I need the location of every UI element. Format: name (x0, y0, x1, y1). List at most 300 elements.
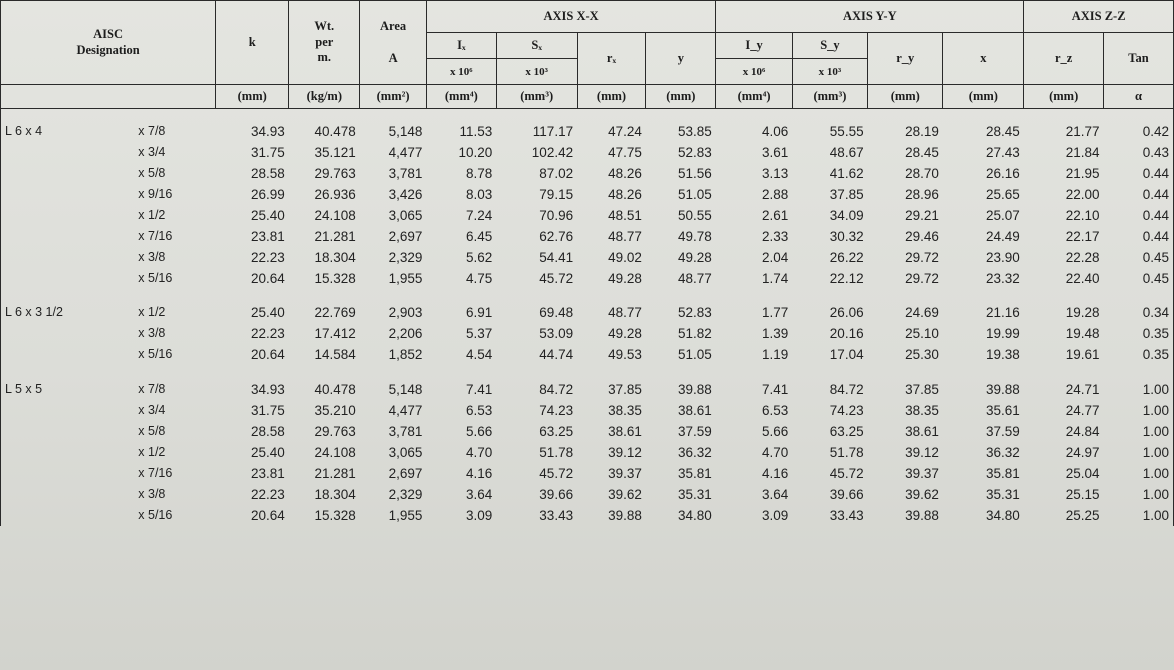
table-cell: 1.00 (1104, 442, 1174, 463)
table-cell: 44.74 (539, 347, 574, 363)
table-cell: 7.24 (466, 207, 493, 223)
table-row (1, 163, 1174, 184)
thickness-fraction: x 7/16 (138, 465, 173, 480)
table-cell: 5,148 (388, 381, 423, 397)
table-cell: 36.32 (986, 444, 1020, 460)
shape-designation: L 6 x 3 1/2 (1, 302, 129, 323)
table-cell: 22.23 (251, 250, 285, 266)
unit-cell: (mm⁴) (426, 85, 496, 109)
table-cell: 2.04 (761, 250, 789, 266)
table-cell: 6.91 (466, 305, 493, 321)
table-cell: 2.33 (761, 228, 789, 244)
table-cell: 28.58 (251, 423, 285, 439)
table-cell: 3.09 (466, 508, 493, 524)
table-cell: 4.54 (466, 347, 493, 363)
table-cell: 1.00 (1104, 421, 1174, 442)
table-cell: 21.84 (1065, 144, 1100, 160)
table-cell: 1,955 (388, 508, 423, 524)
table-cell: 0.34 (1104, 302, 1174, 323)
table-cell: 19.38 (986, 347, 1020, 363)
table-cell: 37.59 (986, 423, 1020, 439)
axis-xx-header: AXIS X-X (426, 1, 715, 33)
ry-header: r_y (868, 33, 943, 85)
table-cell: 38.35 (608, 402, 642, 418)
table-cell: 1.19 (761, 347, 789, 363)
table-cell: 2.61 (761, 207, 789, 223)
table-cell: 22.769 (314, 305, 356, 321)
table-cell: 29.21 (905, 207, 939, 223)
table-cell: 34.80 (986, 508, 1020, 524)
shape-designation (1, 421, 129, 442)
table-cell: 39.88 (608, 508, 642, 524)
table-cell: 1.00 (1104, 505, 1174, 526)
sx-header: Sₓ (496, 33, 577, 59)
table-cell: 17.04 (829, 347, 864, 363)
thickness-fraction: x 5/8 (138, 165, 166, 180)
table-cell: 2.88 (761, 186, 789, 202)
shape-designation (1, 463, 129, 484)
table-cell: 87.02 (539, 165, 574, 181)
table-cell: 49.02 (608, 250, 642, 266)
table-cell: 24.49 (986, 228, 1020, 244)
table-cell: 34.80 (678, 508, 712, 524)
unit-cell: (mm²) (360, 85, 427, 109)
table-cell: 4.06 (761, 123, 789, 139)
table-cell: 21.281 (314, 228, 356, 244)
table-cell: 4.75 (466, 271, 493, 287)
table-cell: 1.39 (761, 326, 789, 342)
sx-scale: x 10³ (496, 59, 577, 85)
thickness-fraction: x 7/8 (138, 381, 166, 396)
table-cell: 20.64 (251, 347, 285, 363)
table-cell: 22.10 (1065, 207, 1100, 223)
table-cell: 53.85 (678, 123, 712, 139)
table-cell: 54.41 (539, 250, 574, 266)
table-cell: 3,781 (388, 423, 423, 439)
table-cell: 28.45 (986, 123, 1020, 139)
table-row (1, 205, 1174, 226)
table-cell: 28.96 (905, 186, 939, 202)
table-cell: 45.72 (539, 465, 574, 481)
table-row (1, 400, 1174, 421)
table-cell: 14.584 (314, 347, 356, 363)
table-cell: 24.77 (1065, 402, 1100, 418)
table-cell: 1.00 (1104, 379, 1174, 400)
table-cell: 22.17 (1065, 228, 1100, 244)
table-row (1, 121, 1174, 142)
thickness-fraction: x 5/16 (138, 508, 173, 523)
table-cell: 62.76 (539, 228, 574, 244)
weight-header: Wt. per m. (289, 1, 360, 85)
table-cell: 5.62 (466, 250, 493, 266)
table-cell: 2,206 (388, 326, 423, 342)
table-cell: 4.70 (466, 444, 493, 460)
table-cell: 25.15 (1065, 487, 1100, 502)
table-cell: 27.43 (986, 144, 1020, 160)
table-cell: 0.42 (1104, 121, 1174, 142)
shape-designation (1, 226, 129, 247)
table-cell: 1,852 (388, 347, 423, 363)
unit-cell: (mm) (646, 85, 716, 109)
table-cell: 37.85 (608, 381, 642, 397)
table-cell: 39.37 (608, 465, 642, 481)
table-cell: 23.81 (251, 465, 285, 481)
table-cell: 45.72 (829, 465, 864, 481)
table-cell: 49.28 (608, 326, 642, 342)
table-cell: 7.41 (761, 381, 789, 397)
table-cell: 38.61 (608, 423, 642, 439)
table-cell: 35.81 (678, 465, 712, 481)
table-cell: 24.84 (1065, 423, 1100, 439)
table-cell: 39.12 (608, 444, 642, 460)
table-cell: 39.62 (905, 487, 939, 502)
table-row (1, 302, 1174, 323)
table-cell: 5.37 (466, 326, 493, 342)
table-cell: 25.65 (986, 186, 1020, 202)
shape-designation (1, 184, 129, 205)
table-cell: 21.281 (314, 465, 356, 481)
table-cell: 49.78 (678, 228, 712, 244)
table-cell: 39.12 (905, 444, 939, 460)
shape-designation (1, 247, 129, 268)
shape-designation (1, 442, 129, 463)
table-cell: 51.78 (829, 444, 864, 460)
table-cell: 34.93 (251, 123, 285, 139)
table-cell: 1.74 (761, 271, 789, 287)
table-row (1, 226, 1174, 247)
table-cell: 10.20 (458, 144, 493, 160)
table-row (1, 484, 1174, 505)
table-cell: 48.26 (608, 186, 642, 202)
table-row (1, 463, 1174, 484)
table-cell: 34.93 (251, 381, 285, 397)
table-row (1, 268, 1174, 289)
table-cell: 37.59 (678, 423, 712, 439)
table-cell: 3.09 (761, 508, 789, 524)
table-cell: 74.23 (539, 402, 574, 418)
table-cell: 74.23 (829, 402, 864, 418)
table-cell: 48.77 (678, 271, 712, 287)
table-cell: 19.99 (986, 326, 1020, 342)
table-cell: 29.763 (314, 165, 356, 181)
table-cell: 3.61 (761, 144, 789, 160)
table-cell: 51.82 (678, 326, 712, 342)
table-cell: 39.66 (829, 487, 864, 502)
shape-designation (1, 268, 129, 289)
table-cell: 2,697 (388, 228, 423, 244)
thickness-fraction: x 5/16 (138, 271, 173, 286)
table-cell: 22.28 (1065, 250, 1100, 266)
thickness-fraction: x 1/2 (138, 305, 166, 320)
table-cell: 1.00 (1104, 400, 1174, 421)
table-cell: 24.97 (1065, 444, 1100, 460)
table-cell: 29.763 (314, 423, 356, 439)
table-cell: 0.43 (1104, 142, 1174, 163)
table-cell: 63.25 (829, 423, 864, 439)
table-cell: 52.83 (678, 144, 712, 160)
table-cell: 24.108 (314, 207, 356, 223)
table-cell: 31.75 (251, 144, 285, 160)
table-cell: 35.31 (678, 487, 712, 502)
table-cell: 4,477 (388, 402, 423, 418)
table-cell: 39.66 (539, 487, 574, 502)
table-cell: 31.75 (251, 402, 285, 418)
shape-designation: L 6 x 4 (1, 121, 129, 142)
table-cell: 3.64 (761, 487, 789, 502)
table-cell: 28.58 (251, 165, 285, 181)
table-cell: 6.53 (466, 402, 493, 418)
table-row (1, 184, 1174, 205)
thickness-fraction: x 5/16 (138, 347, 173, 362)
axis-yy-header: AXIS Y-Y (716, 1, 1024, 33)
table-cell: 39.88 (986, 381, 1020, 397)
table-cell: 84.72 (539, 381, 574, 397)
table-cell: 0.44 (1104, 226, 1174, 247)
thickness-fraction: x 3/4 (138, 144, 166, 159)
table-cell: 117.17 (532, 123, 574, 139)
table-cell: 4,477 (388, 144, 423, 160)
table-cell: 3,426 (388, 186, 423, 202)
table-cell: 29.72 (905, 271, 939, 287)
shape-designation (1, 205, 129, 226)
aisc-designation-header: AISC Designation (1, 1, 216, 85)
table-cell: 39.62 (608, 487, 642, 502)
table-cell: 55.55 (829, 123, 864, 139)
rx-header: rₓ (577, 33, 646, 85)
table-cell: 38.61 (678, 402, 712, 418)
table-cell: 26.99 (251, 186, 285, 202)
table-cell: 37.85 (829, 186, 864, 202)
table-row (1, 142, 1174, 163)
table-cell: 3.64 (466, 487, 493, 502)
table-cell: 51.05 (678, 347, 712, 363)
x-header: x (943, 33, 1024, 85)
table-cell: 47.75 (608, 144, 642, 160)
table-cell: 39.88 (678, 381, 712, 397)
table-cell: 24.69 (905, 305, 939, 321)
table-cell: 3,065 (388, 207, 423, 223)
table-cell: 69.48 (539, 305, 574, 321)
units-blank (1, 85, 216, 109)
shape-designation (1, 400, 129, 421)
table-row (1, 344, 1174, 365)
unit-cell: (mm) (868, 85, 943, 109)
table-cell: 33.43 (539, 508, 574, 524)
unit-cell: (mm) (1024, 85, 1104, 109)
table-cell: 39.37 (905, 465, 939, 481)
thickness-fraction: x 3/4 (138, 402, 166, 417)
table-cell: 6.53 (761, 402, 789, 418)
table-cell: 1,955 (388, 271, 423, 287)
table-cell: 19.48 (1065, 326, 1100, 342)
table-cell: 25.40 (251, 305, 285, 321)
table-row (1, 505, 1174, 526)
table-cell: 25.40 (251, 207, 285, 223)
table-cell: 35.210 (314, 402, 356, 418)
table-cell: 0.35 (1104, 344, 1174, 365)
table-cell: 63.25 (539, 423, 574, 439)
unit-cell: (mm³) (792, 85, 867, 109)
table-cell: 47.24 (608, 123, 642, 139)
thickness-fraction: x 1/2 (138, 444, 166, 459)
table-cell: 26.06 (829, 305, 864, 321)
table-cell: 40.478 (314, 123, 356, 139)
table-cell: 33.43 (829, 508, 864, 524)
table-cell: 8.03 (466, 186, 493, 202)
table-cell: 3,781 (388, 165, 423, 181)
table-cell: 0.35 (1104, 323, 1174, 344)
table-body (1, 121, 1174, 527)
table-cell: 25.04 (1065, 465, 1100, 481)
table-cell: 15.328 (314, 508, 356, 524)
area-header: Area A (360, 1, 427, 85)
table-cell: 22.23 (251, 326, 285, 342)
shape-designation (1, 344, 129, 365)
table-cell: 45.72 (539, 271, 574, 287)
table-cell: 38.61 (905, 423, 939, 439)
k-header: k (216, 1, 289, 85)
table-cell: 40.478 (314, 381, 356, 397)
thickness-fraction: x 1/2 (138, 207, 166, 222)
table-cell: 0.44 (1104, 184, 1174, 205)
sy-header: S_y (792, 33, 867, 59)
table-cell: 0.45 (1104, 268, 1174, 289)
table-cell: 20.64 (251, 271, 285, 287)
table-cell: 39.88 (905, 508, 939, 524)
table-cell: 52.83 (678, 305, 712, 321)
table-cell: 38.35 (905, 402, 939, 418)
table-cell: 21.77 (1065, 123, 1100, 139)
table-cell: 48.26 (608, 165, 642, 181)
group-spacer (1, 366, 1174, 379)
thickness-fraction: x 7/8 (138, 123, 166, 138)
table-cell: 20.64 (251, 508, 285, 524)
table-cell: 3,065 (388, 444, 423, 460)
table-row (1, 379, 1174, 400)
rz-header: r_z (1024, 33, 1104, 85)
table-cell: 23.32 (986, 271, 1020, 287)
table-cell: 4.70 (761, 444, 789, 460)
table-cell: 11.53 (459, 123, 493, 139)
table-cell: 0.44 (1104, 163, 1174, 184)
table-cell: 28.70 (905, 165, 939, 181)
table-cell: 8.78 (466, 165, 493, 181)
table-cell: 19.28 (1065, 305, 1100, 321)
table-cell: 21.16 (986, 305, 1020, 321)
iy-header: I_y (716, 33, 792, 59)
table-cell: 23.81 (251, 228, 285, 244)
table-cell: 49.28 (678, 250, 712, 266)
table-cell: 26.16 (986, 165, 1020, 181)
table-cell: 5.66 (466, 423, 493, 439)
shape-designation (1, 505, 129, 526)
table-cell: 28.45 (905, 144, 939, 160)
table-cell: 49.53 (608, 347, 642, 363)
table-cell: 35.61 (986, 402, 1020, 418)
table-cell: 51.05 (678, 186, 712, 202)
unit-cell: α (1104, 85, 1174, 109)
table-cell: 51.56 (678, 165, 712, 181)
table-cell: 84.72 (829, 381, 864, 397)
table-cell: 36.32 (678, 444, 712, 460)
unit-cell: (mm⁴) (716, 85, 792, 109)
table-cell: 102.42 (531, 144, 574, 160)
table-cell: 19.61 (1065, 347, 1100, 363)
table-cell: 22.12 (829, 271, 864, 287)
shape-designation (1, 142, 129, 163)
unit-cell: (kg/m) (289, 85, 360, 109)
table-cell: 2,329 (388, 487, 423, 502)
sy-scale: x 10³ (792, 59, 867, 85)
shape-designation (1, 484, 129, 505)
table-cell: 1.00 (1104, 463, 1174, 484)
table-cell: 24.108 (314, 444, 356, 460)
thickness-fraction: x 9/16 (138, 186, 173, 201)
table-cell: 4.16 (466, 465, 493, 481)
table-cell: 79.15 (539, 186, 574, 202)
thickness-fraction: x 3/8 (138, 326, 166, 341)
table-cell: 23.90 (986, 250, 1020, 266)
table-cell: 48.51 (608, 207, 642, 223)
table-cell: 49.28 (608, 271, 642, 287)
table-row (1, 323, 1174, 344)
table-cell: 5.66 (761, 423, 789, 439)
table-cell: 48.77 (608, 305, 642, 321)
table-cell: 1.00 (1104, 484, 1174, 505)
table-cell: 35.31 (986, 487, 1020, 502)
ix-scale: x 10⁶ (426, 59, 496, 85)
units-row (1, 85, 1174, 109)
y-header: y (646, 33, 716, 85)
table-cell: 22.40 (1065, 271, 1100, 287)
table-cell: 35.81 (986, 465, 1020, 481)
table-cell: 41.62 (829, 165, 864, 181)
table-cell: 18.304 (314, 250, 356, 266)
thickness-fraction: x 7/16 (138, 228, 173, 243)
group-spacer (1, 289, 1174, 302)
table-cell: 20.16 (829, 326, 864, 342)
tan-header: Tan (1104, 33, 1174, 85)
axis-zz-header: AXIS Z-Z (1024, 1, 1174, 33)
table-cell: 3.13 (761, 165, 789, 181)
table-cell: 25.07 (986, 207, 1020, 223)
table-cell: 25.40 (251, 444, 285, 460)
ix-header: Iₓ (426, 33, 496, 59)
table-cell: 0.44 (1104, 205, 1174, 226)
unit-cell: (mm) (577, 85, 646, 109)
table-row (1, 442, 1174, 463)
table-cell: 25.10 (905, 326, 939, 342)
thickness-fraction: x 3/8 (138, 250, 166, 265)
table-cell: 37.85 (905, 381, 939, 397)
table-cell: 7.41 (466, 381, 493, 397)
table-cell: 48.77 (608, 228, 642, 244)
shape-designation (1, 163, 129, 184)
table-cell: 51.78 (539, 444, 574, 460)
table-cell: 1.77 (761, 305, 789, 321)
unit-cell: (mm³) (496, 85, 577, 109)
unit-cell: (mm) (216, 85, 289, 109)
shape-designation: L 5 x 5 (1, 379, 129, 400)
table-cell: 48.67 (829, 144, 864, 160)
table-cell: 18.304 (314, 487, 356, 502)
table-cell: 29.46 (905, 228, 939, 244)
thickness-fraction: x 5/8 (138, 423, 166, 438)
table-cell: 53.09 (539, 326, 574, 342)
table-cell: 26.22 (829, 250, 864, 266)
table-cell: 26.936 (314, 186, 356, 202)
table-cell: 35.121 (314, 144, 356, 160)
